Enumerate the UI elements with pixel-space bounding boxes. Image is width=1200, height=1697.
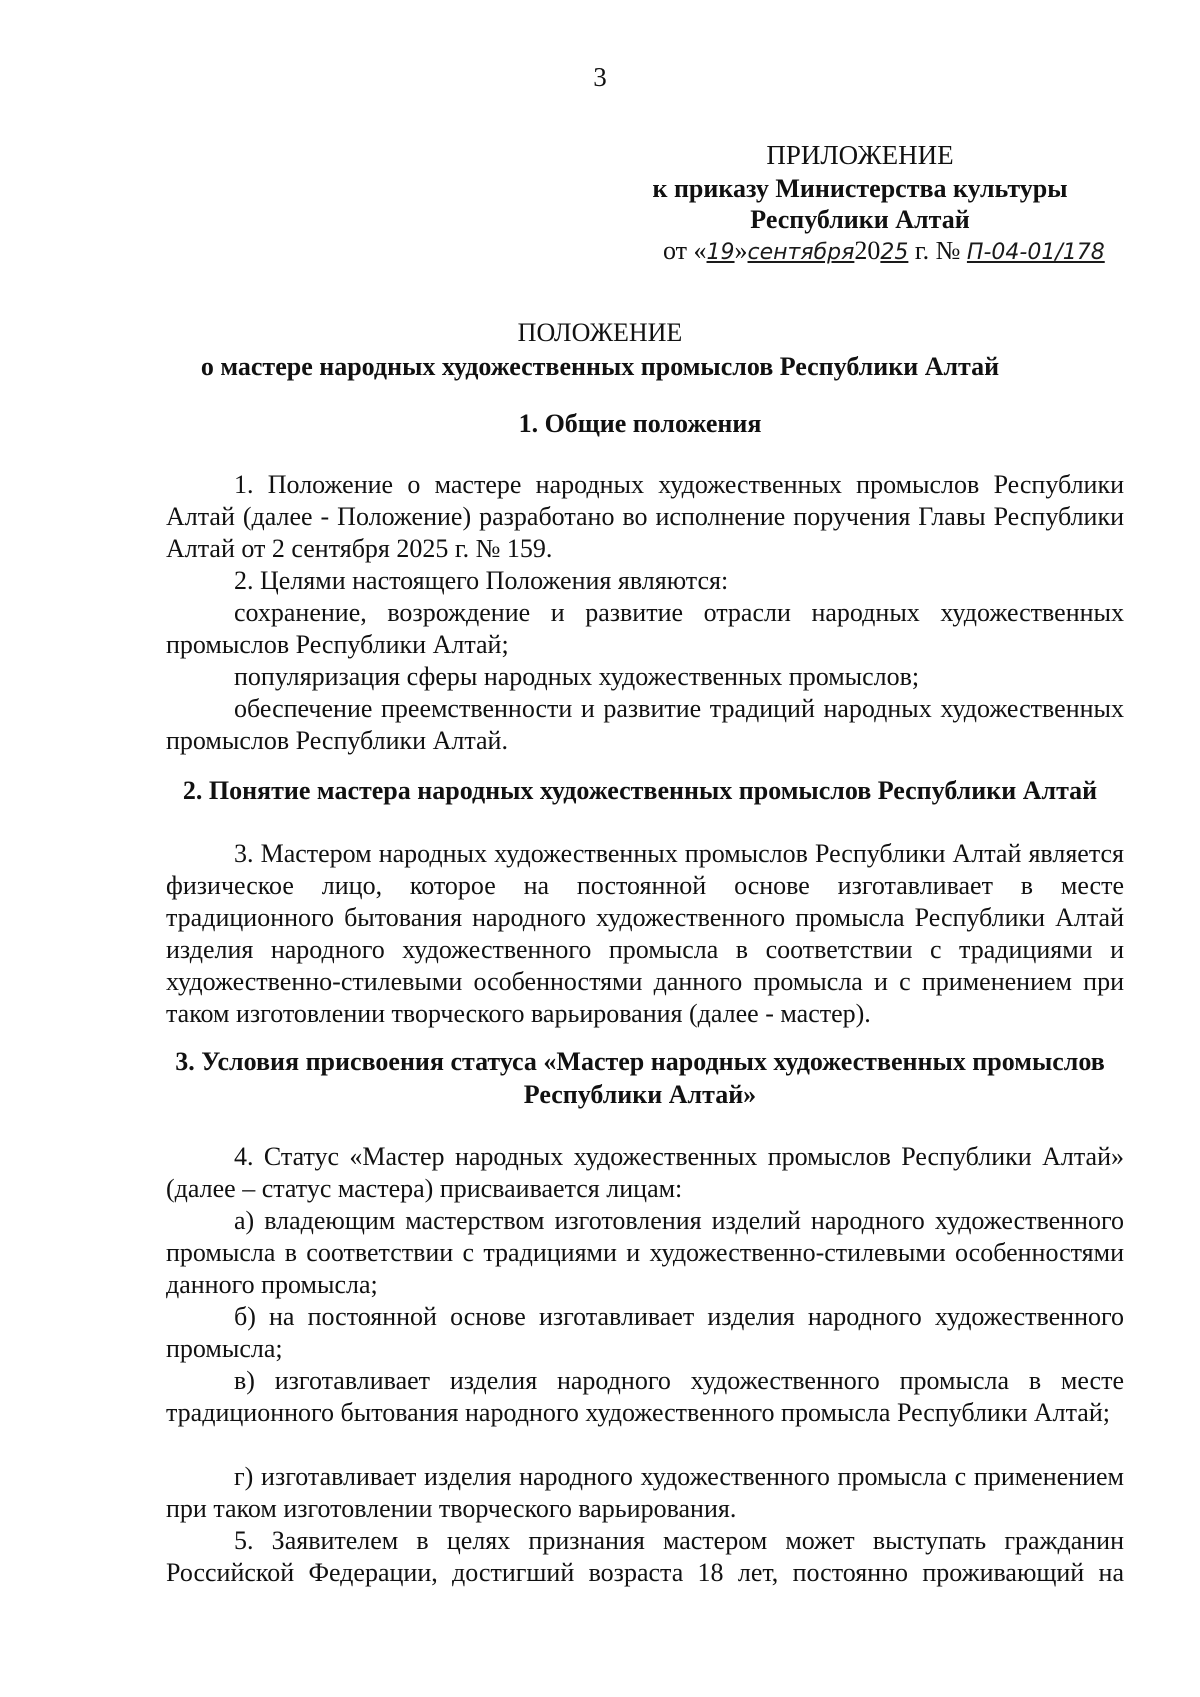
date-mid: » <box>734 236 748 265</box>
date-year-prefix: 20 <box>854 236 881 265</box>
paragraph-4a: а) владеющим мастерством изготовления изделий народного художественного промысла в соответствии с традициями и художественно-стилевыми особенностями данного промысла; <box>166 1206 1124 1299</box>
order-number-handwritten: П-04-01/178 <box>966 240 1105 265</box>
paragraph-4c: в) изготавливает изделия народного художественного промысла в месте традиционного бытования народного художественного промысла Республики Алтай; <box>166 1366 1124 1427</box>
paragraph-3: 3. Мастером народных художественных промыслов Республики Алтай является физическое лицо, которое на постоянной основе изготавливает в месте традиционного бытования народного художественного промысла Республики Алтай изделия народного художественного промысла в соответствии с традициями и художественно-стилевыми особенностями данного промысла и с применением при таком изготовлении творческого варьирования (далее - мастер). <box>166 839 1124 1028</box>
document-subtitle: о мастере народных художественных промыслов Республики Алтай <box>200 352 1000 381</box>
appendix-title: ПРИЛОЖЕНИЕ <box>766 140 954 170</box>
paragraph-2a: сохранение, возрождение и развитие отрасли народных художественных промыслов Республики Алтай; <box>166 598 1124 659</box>
section-heading-3-line2: Республики Алтай» <box>523 1080 757 1109</box>
paragraph-4: 4. Статус «Мастер народных художественных промыслов Республики Алтай» (далее – статус мастера) присваивается лицам: <box>166 1142 1124 1203</box>
date-year-handwritten: 25 <box>880 240 909 265</box>
section-heading-1: 1. Общие положения <box>518 409 762 438</box>
date-day-handwritten: 19 <box>706 240 735 265</box>
appendix-line-republic: Республики Алтай <box>750 205 970 234</box>
date-prefix: от « <box>663 236 707 265</box>
paragraph-1: 1. Положение о мастере народных художественных промыслов Республики Алтай (далее - Положение) разработано во исполнение поручения Главы Республики Алтай от 2 сентября 2025 г. № 159. <box>166 470 1124 563</box>
appendix-date-line <box>663 236 1105 266</box>
paragraph-2c: обеспечение преемственности и развитие традиций народных художественных промыслов Республики Алтай. <box>166 694 1124 755</box>
page-number: 3 <box>593 62 607 92</box>
section-heading-3-line1: 3. Условия присвоения статуса «Мастер народных художественных промыслов <box>175 1047 1105 1076</box>
appendix-line-order: к приказу Министерства культуры <box>652 174 1068 203</box>
paragraph-5: 5. Заявителем в целях признания мастером может выступать гражданин Российской Федерации, достигший возраста 18 лет, постоянно проживающий на <box>166 1526 1124 1587</box>
paragraph-2b: популяризация сферы народных художественных промыслов; <box>234 662 920 691</box>
date-month-handwritten: сентября <box>747 240 855 265</box>
paragraph-2: 2. Целями настоящего Положения являются: <box>234 566 729 595</box>
paragraph-4d: г) изготавливает изделия народного художественного промысла с применением при таком изготовлении творческого варьирования. <box>166 1462 1124 1523</box>
date-g-number: г. № <box>914 236 961 265</box>
document-title: ПОЛОЖЕНИЕ <box>517 318 683 347</box>
section-heading-2: 2. Понятие мастера народных художественных промыслов Республики Алтай <box>182 776 1098 805</box>
paragraph-4b: б) на постоянной основе изготавливает изделия народного художественного промысла; <box>166 1302 1124 1363</box>
